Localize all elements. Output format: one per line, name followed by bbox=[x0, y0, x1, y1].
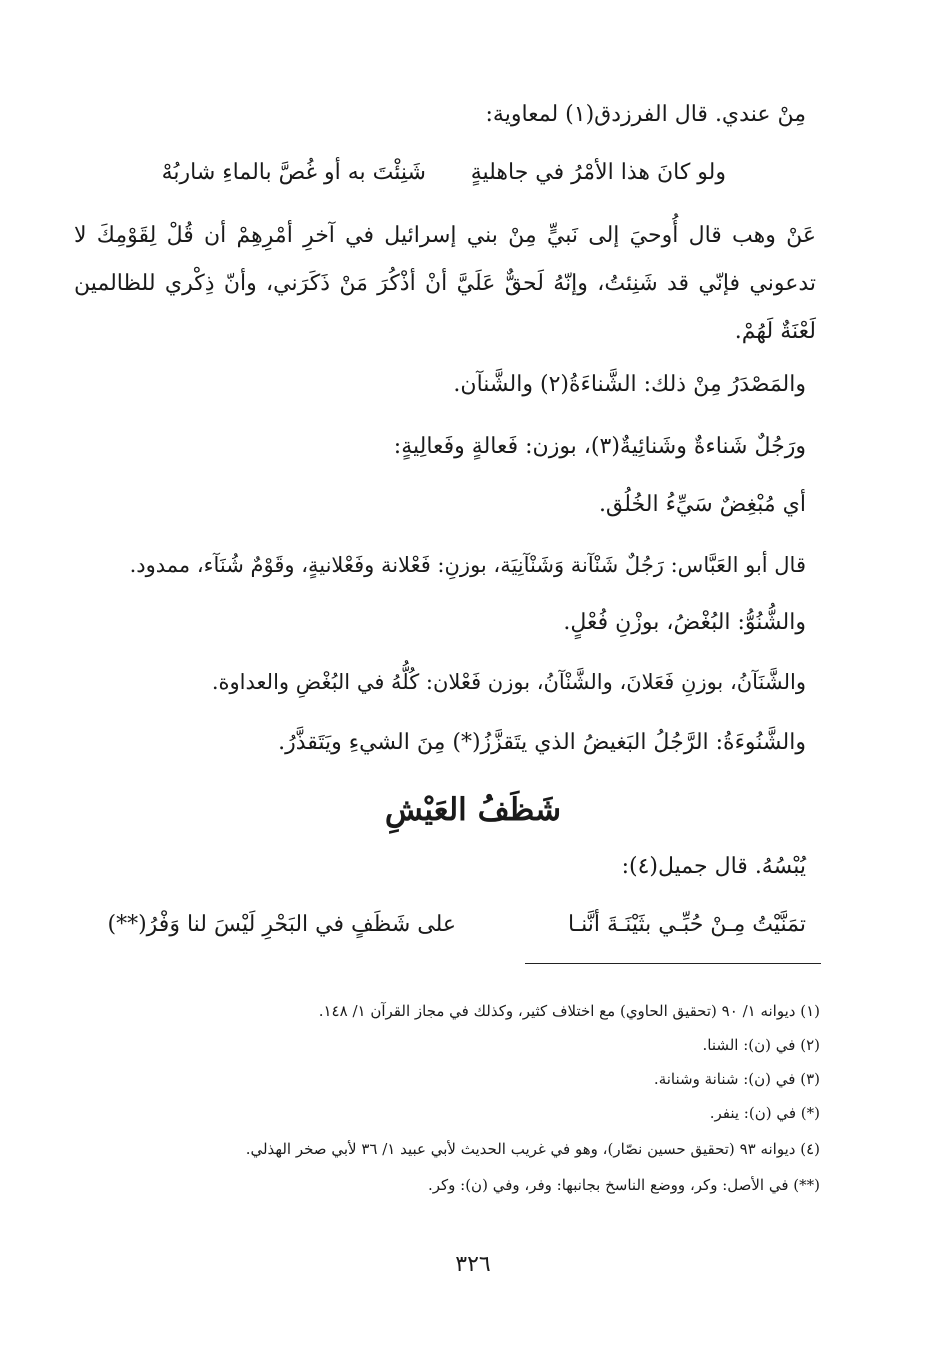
footnote-3: (٣) في (ن): شنانة وشنانة. bbox=[653, 1070, 820, 1088]
line-abu-abbas: قال أبو العَبَّاس: رَجُلٌ شَنْآنة وَشَنْآنِيَة، بوزنِ: فَعْلانة وفَعْلانيةٍ، وقَوْمٌ شُنَآء، ممدود. bbox=[129, 553, 806, 577]
line-masdar: والمَصْدَرُ مِنْ ذلك: الشَّناءَةُ(٢) والشَّنآن. bbox=[453, 372, 806, 397]
footnote-separator bbox=[525, 963, 821, 964]
section-heading: شَظَفُ العَيْشِ bbox=[384, 792, 562, 828]
line-shanuah: والشَّنُوءَةُ: الرَّجُلُ البَغيضُ الذي يتَقزَّزُ(*) مِنَ الشيءِ ويَتَقذَّرُ. bbox=[278, 730, 806, 755]
line-ay: أي مُبْغِضٌ سَيِّءُ الخُلُق. bbox=[598, 492, 806, 517]
page-number: ٣٢٦ bbox=[455, 1252, 491, 1277]
footnote-1: (١) ديوانه ١/ ٩٠ (تحقيق الحاوي) مع اختلاف كثير، وكذلك في مجاز القرآن ١/ ١٤٨. bbox=[318, 1002, 820, 1020]
verse-1-second-hemistich: شَنِئْتَ به أو غُصَّ بالماءِ شاربُهْ bbox=[161, 160, 426, 185]
footnote-star: (*) في (ن): ينفر. bbox=[709, 1104, 820, 1122]
footnote-4: (٤) ديوانه ٩٣ (تحقيق حسين نصّار)، وهو في غريب الحديث لأبي عبيد ١/ ٣٦ لأبي صخر الهذلي. bbox=[245, 1140, 820, 1158]
verse-1-first-hemistich: ولو كانَ هذا الأمْرُ في جاهليةٍ bbox=[470, 160, 726, 185]
paragraph-wahb: عَنْ وهب قال أُوحيَ إلى نَبيٍّ مِنْ بني إسرائيل في آخرِ أمْرِهِمْ أن قُلْ لِقَوْمِكَ لا تدعوني فإنّي قد شَنِئتُ، وإنّهُ لَحقٌّ عَلَيَّ أنْ أذْكُرَ مَنْ ذَكَرَني، وأنّ ذِكْري للظالمين لَعْنَةٌ لَهُمْ. bbox=[74, 223, 816, 344]
verse-2-first-hemistich: تمَنَّيْتُ مِـنْ حُبِّـي بثَيْنَـةَ أنَّنـا bbox=[568, 912, 806, 937]
line-shanu: والشُّنُوُّ: البُغْضُ، بوزْنِ فُعْلٍ. bbox=[563, 610, 806, 635]
verse-2-second-hemistich: على شَظَفٍ في البَحْرِ لَيْسَ لنا وَفْرُ(**) bbox=[107, 912, 456, 937]
footnote-2: (٢) في (ن): الشنا. bbox=[702, 1036, 820, 1054]
intro-line: مِنْ عندي. قال الفرزدق(١) لمعاوية: bbox=[485, 102, 806, 127]
footnote-double-star: (**) في الأصل: وكر، ووضع الناسخ بجانبها: وفر، وفي (ن): وكر. bbox=[427, 1176, 820, 1194]
line-rajul: ورَجُلٌ شَناءةٌ وشَنائِيةٌ(٣)، بوزن: فَعالةٍ وفَعالِيةٍ: bbox=[393, 434, 806, 459]
section-intro-line: يُبْسُهُ. قال جميل(٤): bbox=[621, 854, 806, 879]
line-shanan: والشَّنَآنُ، بوزنِ فَعَلانَ، والشَّنْآنُ، بوزن فَعْلان: كُلُّهُ في البُغْضِ والعداوة. bbox=[211, 670, 806, 694]
